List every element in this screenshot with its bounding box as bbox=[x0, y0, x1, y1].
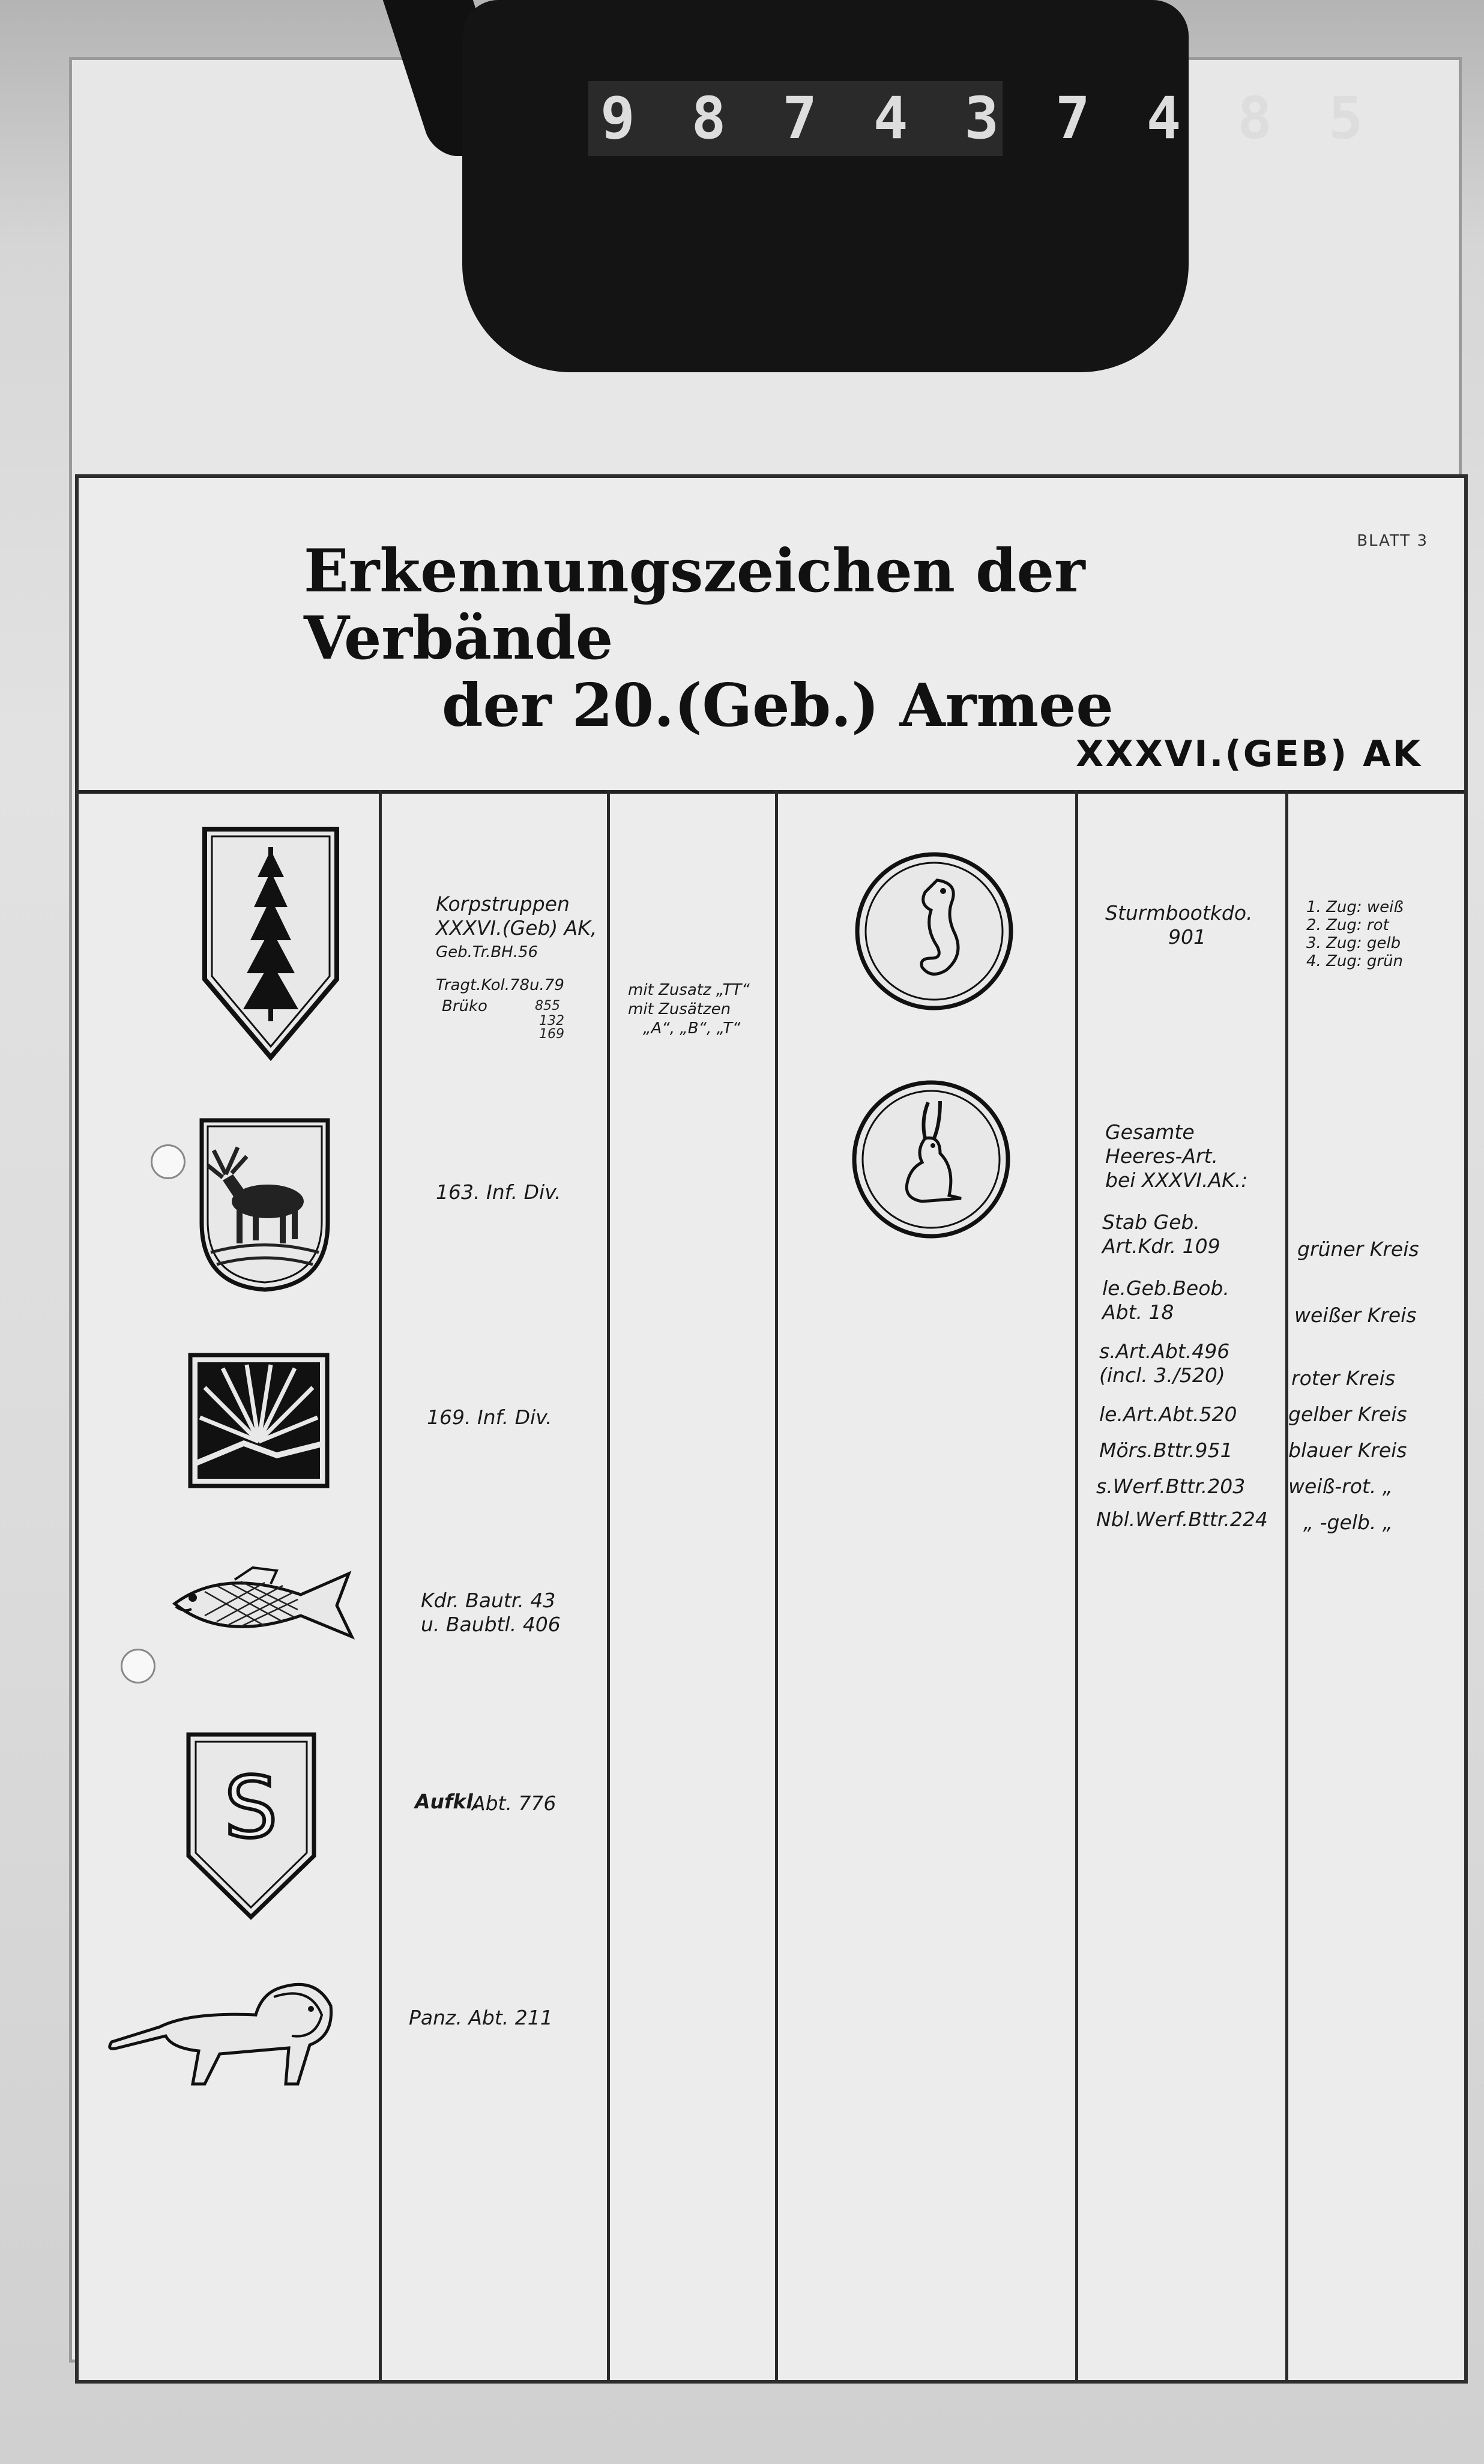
hare-circle-icon bbox=[850, 1078, 1012, 1240]
aufkl-abt: Abt. 776 bbox=[472, 1792, 556, 1815]
fir-tree-shield-icon bbox=[199, 823, 343, 1063]
header-rule bbox=[79, 790, 1464, 794]
zug-4: 4. Zug: grün bbox=[1306, 952, 1404, 970]
kreis-weiss: weißer Kreis bbox=[1294, 1303, 1417, 1327]
punch-hole bbox=[121, 1649, 155, 1683]
tragt-kol: Tragt.Kol.78u.79 bbox=[436, 976, 564, 994]
zusatz-line-3: „A“, „B“, „T“ bbox=[643, 1019, 741, 1037]
kreis-rot: roter Kreis bbox=[1291, 1366, 1395, 1390]
div-163: 163. Inf. Div. bbox=[436, 1180, 561, 1204]
le-art-abt: le.Art.Abt.520 bbox=[1099, 1403, 1237, 1426]
aufkl: Aufkl. bbox=[415, 1790, 481, 1813]
brueko-169: 169 bbox=[539, 1027, 564, 1042]
beob-line-2: Abt. 18 bbox=[1102, 1300, 1174, 1324]
gesamte-line-2: Heeres-Art. bbox=[1105, 1144, 1218, 1168]
gesamte-line-1: Gesamte bbox=[1105, 1120, 1195, 1144]
beob-line-1: le.Geb.Beob. bbox=[1102, 1276, 1229, 1300]
column-divider bbox=[607, 790, 610, 2380]
brueko-855: 855 bbox=[535, 998, 560, 1013]
corps-heading: XXXVI.(GEB) AK bbox=[1076, 733, 1422, 775]
column-divider bbox=[379, 790, 382, 2380]
sturm-line-1: Sturmbootkdo. bbox=[1105, 901, 1253, 925]
sturm-line-2: 901 bbox=[1168, 925, 1206, 949]
clip-label: 9 8 7 4 3 7 4 8 5 bbox=[588, 81, 1003, 156]
column-divider bbox=[1285, 790, 1288, 2380]
kdr-line-2: u. Baubtl. 406 bbox=[421, 1613, 561, 1636]
korps-line-2: XXXVI.(Geb) AK, bbox=[436, 916, 597, 940]
rising-sun-square-icon bbox=[187, 1351, 331, 1490]
document-sheet bbox=[75, 474, 1468, 2384]
letter-s-shield-icon bbox=[184, 1730, 319, 1922]
column-divider bbox=[1075, 790, 1078, 2380]
nbl-werf-bttr: Nbl.Werf.Bttr.224 bbox=[1096, 1508, 1268, 1531]
korps-line-3: Geb.Tr.BH.56 bbox=[436, 943, 538, 961]
punch-hole bbox=[151, 1144, 186, 1179]
sheet-number: BLATT 3 bbox=[1357, 532, 1428, 550]
gesamte-line-3: bei XXXVI.AK.: bbox=[1105, 1168, 1248, 1192]
kreis-weiss-gelb: „ -gelb. „ bbox=[1303, 1511, 1393, 1534]
lion-icon bbox=[100, 1964, 340, 2090]
stab-line-1: Stab Geb. bbox=[1102, 1210, 1200, 1234]
zug-1: 1. Zug: weiß bbox=[1306, 898, 1404, 916]
stab-line-2: Art.Kdr. 109 bbox=[1102, 1234, 1220, 1258]
korps-line-1: Korpstruppen bbox=[436, 892, 570, 916]
svg-text:S: S bbox=[224, 1759, 278, 1857]
zug-2: 2. Zug: rot bbox=[1306, 916, 1389, 934]
sart-line-2: (incl. 3./520) bbox=[1099, 1363, 1225, 1387]
binder-clip bbox=[462, 0, 1189, 372]
kdr-line-1: Kdr. Bautr. 43 bbox=[421, 1589, 556, 1612]
panz-abt: Panz. Abt. 211 bbox=[409, 2006, 553, 2029]
kreis-gelb: gelber Kreis bbox=[1288, 1403, 1407, 1426]
kreis-gruen: grüner Kreis bbox=[1297, 1237, 1419, 1261]
kreis-weiss-rot: weiß-rot. „ bbox=[1288, 1475, 1393, 1498]
brueko: Brüko bbox=[442, 997, 487, 1015]
seahorse-circle-icon bbox=[853, 850, 1015, 1012]
zusatz-line-1: mit Zusatz „TT“ bbox=[628, 981, 750, 999]
kreis-blau: blauer Kreis bbox=[1288, 1439, 1407, 1462]
column-divider bbox=[775, 790, 778, 2380]
s-werf-bttr: s.Werf.Bttr.203 bbox=[1096, 1475, 1246, 1498]
page-title bbox=[304, 538, 1264, 740]
title-line-2: der 20.(Geb.) Armee bbox=[442, 671, 1114, 740]
zusatz-line-2: mit Zusätzen bbox=[628, 1000, 731, 1018]
zug-3: 3. Zug: gelb bbox=[1306, 934, 1401, 952]
fish-icon bbox=[163, 1559, 361, 1649]
brueko-132: 132 bbox=[539, 1013, 564, 1028]
title-line-1: Erkennungszeichen der Verbände bbox=[304, 537, 1085, 673]
div-169: 169. Inf. Div. bbox=[427, 1406, 552, 1429]
moers-bttr: Mörs.Bttr.951 bbox=[1099, 1439, 1233, 1462]
moose-shield-icon bbox=[196, 1114, 334, 1294]
sart-line-1: s.Art.Abt.496 bbox=[1099, 1339, 1230, 1363]
